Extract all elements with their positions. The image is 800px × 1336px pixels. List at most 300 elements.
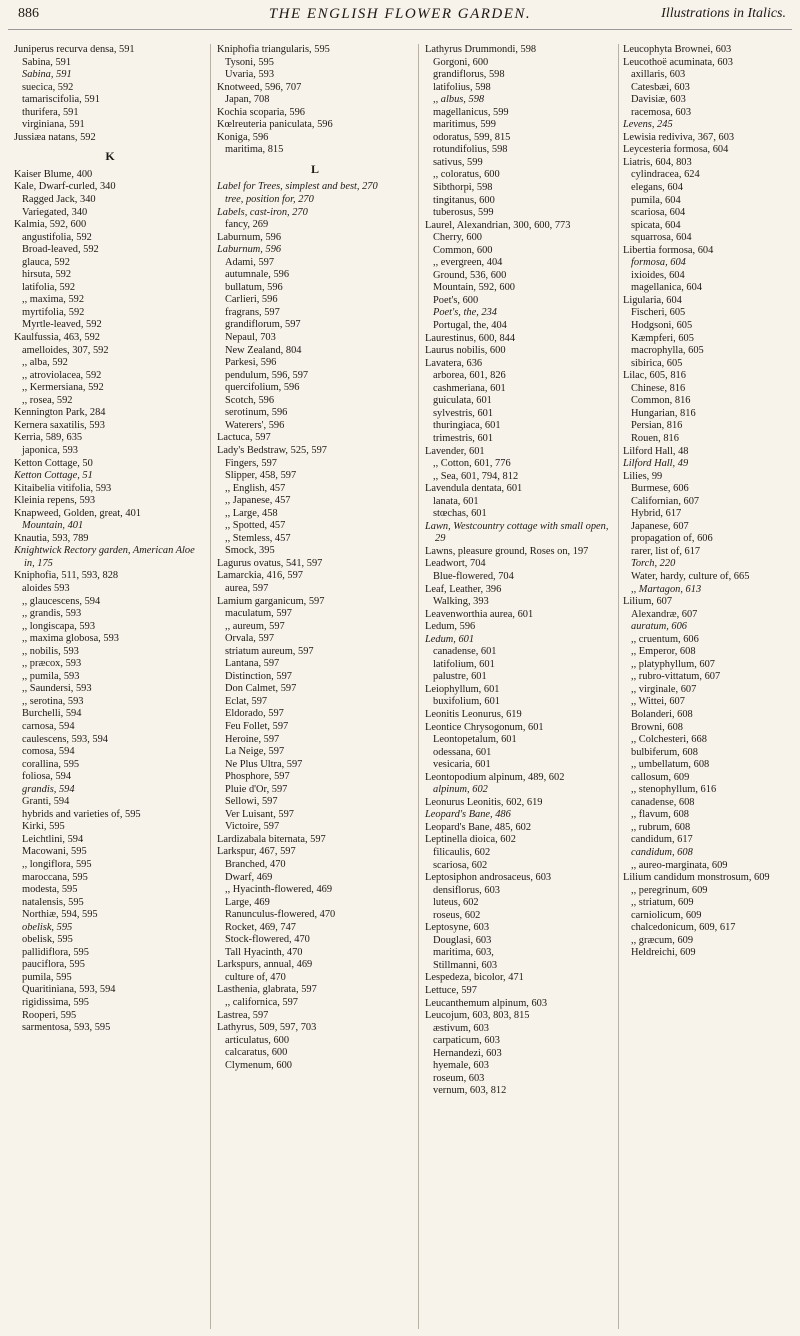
index-entry: ,, præcox, 593 (22, 658, 82, 670)
index-entry: Lavatera, 636 (425, 357, 483, 369)
index-entry: Kennington Park, 284 (14, 407, 106, 419)
index-entry: pendulum, 596, 597 (225, 369, 309, 381)
index-entry: roseus, 602 (433, 909, 481, 921)
index-entry: Large, 469 (225, 896, 270, 908)
index-entry: autumnale, 596 (225, 269, 290, 281)
index-entry: ,, peregrinum, 609 (631, 884, 708, 896)
index-entry: latifolia, 592 (22, 281, 76, 293)
index-entry: Leichtlini, 594 (22, 833, 84, 845)
index-entry: canadense, 608 (631, 796, 695, 808)
index-entry: grandiflorum, 597 (225, 319, 301, 331)
running-subtitle: Illustrations in Italics. (661, 6, 786, 21)
index-entry: ,, Cotton, 601, 776 (433, 458, 511, 470)
index-entry: fancy, 269 (225, 219, 269, 231)
index-entry: Blue-flowered, 704 (433, 570, 514, 582)
index-entry: rarer, list of, 617 (631, 545, 701, 557)
index-entry: bullatum, 596 (225, 281, 283, 293)
index-entry: ,, stenophyllum, 616 (631, 784, 717, 796)
index-entry: ,, Stemless, 457 (225, 532, 291, 544)
index-entry: Leavenworthia aurea, 601 (425, 608, 534, 620)
index-entry: magellanica, 604 (631, 282, 702, 294)
index-entry: filicaulis, 602 (433, 847, 491, 858)
index-entry: densiflorus, 603 (433, 884, 500, 896)
index-entry: thuringiaca, 601 (433, 420, 501, 432)
index-entry: macrophylla, 605 (631, 345, 704, 357)
index-entry: Hungarian, 816 (631, 407, 696, 419)
index-entry: ,, longiscapa, 593 (22, 620, 96, 632)
index-entry: carnosa, 594 (22, 720, 75, 732)
index-entry: latifolium, 601 (433, 658, 495, 670)
index-entry: palustre, 601 (433, 671, 487, 683)
index-entry: Burmese, 606 (631, 483, 689, 495)
index-entry: elegans, 604 (631, 182, 683, 194)
index-entry: Lactuca, 597 (217, 432, 271, 444)
index-entry: ,, evergreen, 404 (433, 257, 503, 269)
index-entry: trimestris, 601 (433, 432, 494, 444)
index-entry: ,, pumila, 593 (22, 670, 80, 682)
index-entry: culture of, 470 (225, 971, 286, 983)
index-entry: tree, position for, 270 (225, 194, 314, 206)
index-entry: Hernandezi, 603 (433, 1047, 502, 1059)
index-letter-heading: L (310, 161, 319, 176)
index-entry: Leontopodium alpinum, 489, 602 (425, 771, 565, 783)
index-entry: ,, maxima, 592 (22, 294, 85, 306)
index-entry: Kleinia repens, 593 (14, 495, 96, 507)
index-entry: Ketton Cottage, 50 (14, 457, 93, 469)
index-entry: tuberosus, 599 (433, 207, 494, 219)
index-entry: ,, Kermersiana, 592 (22, 382, 104, 394)
index-entry: Lawn, Westcountry cottage with small open, 29 (425, 520, 609, 545)
index-entry: Lasthenia, glabrata, 597 (217, 984, 317, 996)
index-entry: Sibthorpi, 598 (433, 182, 493, 194)
index-entry: maculatum, 597 (225, 608, 292, 620)
index-entry: sarmentosa, 593, 595 (22, 1022, 111, 1034)
index-entry: Knautia, 593, 789 (14, 532, 89, 544)
index-column-1 (14, 44, 206, 1035)
index-entry: Liatris, 604, 803 (623, 156, 692, 168)
index-entry: Lilium candidum monstrosum, 609 (623, 872, 770, 884)
index-entry: ,, californica, 597 (225, 997, 298, 1009)
index-entry: Torch, 220 (631, 558, 676, 570)
index-entry: Jussiæa natans, 592 (14, 131, 96, 143)
index-entry: Kaulfussia, 463, 592 (14, 332, 101, 344)
index-entry: Knotweed, 596, 707 (217, 81, 302, 93)
index-entry: Common, 816 (631, 395, 691, 407)
index-entry: Ledum, 601 (425, 633, 475, 645)
index-entry: Leonurus Leonitis, 602, 619 (425, 796, 543, 808)
index-entry: Lathyrus Drummondi, 598 (425, 44, 537, 55)
index-entry: formosa, 604 (631, 257, 686, 269)
index-entry: luteus, 602 (433, 897, 479, 909)
index-entry: ,, Saundersi, 593 (22, 683, 92, 695)
index-entry: grandis, 594 (22, 783, 75, 795)
index-entry: Japan, 708 (225, 94, 270, 106)
index-entry: ,, Colchesteri, 668 (631, 734, 707, 746)
index-entry: obelisk, 595 (22, 934, 73, 946)
index-entry: Bolanderi, 608 (631, 708, 693, 720)
index-entry: caulescens, 593, 594 (22, 733, 108, 745)
index-entry: Lavendula dentata, 601 (425, 483, 523, 495)
index-entry: virginiana, 591 (22, 119, 85, 131)
index-entry: Leiophyllum, 601 (425, 683, 500, 695)
index-entry: æstivum, 603 (433, 1022, 490, 1034)
index-entry: Tall Hyacinth, 470 (225, 946, 303, 958)
index-entry: Nepaul, 703 (225, 332, 276, 344)
index-letter-heading: K (105, 149, 115, 164)
index-entry: sylvestris, 601 (433, 407, 494, 419)
index-entry: Laurestinus, 600, 844 (425, 332, 516, 344)
index-entry: propagation of, 606 (631, 533, 713, 545)
index-entry: Douglasi, 603 (433, 934, 492, 946)
index-entry: La Neige, 597 (225, 746, 285, 758)
index-entry: Lewisia rediviva, 367, 603 (623, 131, 735, 143)
index-entry: Hybrid, 617 (631, 508, 682, 520)
index-entry: ,, Large, 458 (225, 507, 278, 519)
index-entry: Leonitis Leonurus, 619 (425, 708, 522, 720)
index-entry: corallina, 595 (22, 758, 80, 770)
column-divider (618, 44, 619, 1329)
index-entry: Clymenum, 600 (225, 1059, 292, 1071)
index-entry: Eldorado, 597 (225, 708, 284, 720)
index-entry: ,, striatum, 609 (631, 897, 694, 909)
index-entry: Lilac, 605, 816 (623, 370, 686, 382)
index-entry: Lardizabala biternata, 597 (217, 833, 326, 845)
header-rule (8, 29, 792, 30)
index-entry: Browni, 608 (631, 721, 683, 733)
index-entry: cashmeriana, 601 (433, 382, 506, 394)
index-entry: Slipper, 458, 597 (225, 470, 297, 482)
index-entry: Victoire, 597 (225, 821, 280, 833)
index-entry: Knapweed, Golden, great, 401 (14, 507, 141, 519)
index-entry: ,, nobilis, 593 (22, 645, 79, 657)
index-entry: Larkspurs, annual, 469 (217, 959, 313, 971)
index-entry: amelloides, 307, 592 (22, 344, 109, 356)
index-entry: Larkspur, 467, 597 (217, 846, 296, 858)
index-entry: Smock, 395 (225, 545, 275, 557)
index-entry: carpaticum, 603 (433, 1035, 500, 1047)
index-entry: Eclat, 597 (225, 695, 268, 707)
index-entry: Leucothoë acuminata, 603 (623, 56, 733, 68)
index-entry: Japanese, 607 (631, 520, 689, 532)
index-entry: japonica, 593 (22, 444, 78, 456)
index-entry: hyemale, 603 (433, 1060, 489, 1072)
index-entry: myrtifolia, 592 (22, 306, 85, 318)
index-entry: aloides 593 (22, 582, 70, 594)
index-entry: pallidiflora, 595 (22, 946, 89, 958)
index-entry: suecica, 592 (22, 81, 74, 93)
index-entry: Mountain, 592, 600 (433, 282, 515, 294)
index-entry: squarrosa, 604 (631, 232, 692, 244)
index-entry: Kaiser Blume, 400 (14, 168, 93, 180)
index-entry: Ver Luisant, 597 (225, 808, 294, 820)
index-entry: Phosphore, 597 (225, 771, 290, 783)
index-entry: vernum, 603, 812 (433, 1085, 507, 1097)
index-entry: Stillmanni, 603 (433, 959, 498, 971)
index-entry: odessana, 601 (433, 746, 492, 758)
index-entry: tingitanus, 600 (433, 194, 495, 206)
index-entry: Davisiæ, 603 (631, 94, 686, 106)
index-entry: chalcedonicum, 609, 617 (631, 922, 736, 934)
index-entry: Lantana, 597 (225, 658, 280, 670)
index-entry: Persian, 816 (631, 420, 683, 432)
index-entry: Hodgsoni, 605 (631, 320, 693, 332)
index-entry: callosum, 609 (631, 771, 690, 783)
index-entry: ,, maxima globosa, 593 (22, 633, 119, 645)
index-entry: Lastrea, 597 (217, 1009, 269, 1021)
index-entry: Gorgoni, 600 (433, 56, 489, 68)
index-entry: Variegated, 340 (22, 206, 88, 218)
index-entry: Pluie d'Or, 597 (225, 783, 288, 795)
index-entry: latifolius, 598 (433, 81, 491, 93)
index-entry: Libertia formosa, 604 (623, 244, 714, 256)
index-entry: Kochia scoparia, 596 (217, 106, 306, 118)
index-entry: Leucanthemum alpinum, 603 (425, 997, 548, 1009)
index-entry: Leucojum, 603, 803, 815 (425, 1010, 530, 1022)
index-entry: Kirki, 595 (22, 821, 65, 833)
index-entry: Juniperus recurva densa, 591 (14, 44, 135, 55)
index-entry: buxifolium, 601 (433, 696, 500, 708)
index-entry: Kniphofia, 511, 593, 828 (14, 570, 119, 582)
index-entry: roseum, 603 (433, 1072, 485, 1084)
index-entry: ,, serotina, 593 (22, 695, 84, 707)
index-entry: Ledum, 596 (425, 621, 476, 633)
running-title: THE ENGLISH FLOWER GARDEN. (268, 6, 532, 22)
index-entry: Branched, 470 (225, 859, 286, 870)
index-entry: Ragged Jack, 340 (22, 194, 96, 206)
index-entry: odoratus, 599, 815 (433, 131, 511, 143)
index-entry: Lathyrus, 509, 597, 703 (217, 1022, 317, 1034)
index-entry: candidum, 617 (631, 834, 693, 846)
index-entry: Kerria, 589, 635 (14, 432, 83, 444)
index-entry: Don Calmet, 597 (225, 683, 297, 695)
index-entry: Parkesi, 596 (225, 357, 277, 369)
index-entry: Knightwick Rectory garden, American Aloe in, 175 (14, 545, 195, 569)
index-entry: Alexandræ, 607 (631, 608, 698, 620)
index-entry: Lagurus ovatus, 541, 597 (217, 557, 323, 569)
index-entry: pumila, 595 (22, 971, 72, 983)
index-entry: Sabina, 591 (22, 56, 72, 68)
index-entry: Levens, 245 (623, 119, 673, 131)
index-entry: striatum aureum, 597 (225, 645, 314, 657)
index-entry: Kæmpferi, 605 (631, 332, 694, 344)
index-entry: ixioides, 604 (631, 269, 685, 281)
index-entry: articulatus, 600 (225, 1034, 290, 1046)
index-entry: quercifolium, 596 (225, 382, 300, 394)
index-entry: Broad-leaved, 592 (22, 244, 99, 256)
index-entry: angustifolia, 592 (22, 231, 92, 243)
index-entry: ,, rosea, 592 (22, 394, 73, 406)
index-entry: Leucophyta Brownei, 603 (623, 44, 732, 55)
index-entry: Quaritiniana, 593, 594 (22, 984, 116, 996)
index-entry: maroccana, 595 (22, 871, 88, 883)
index-entry: Kalmia, 592, 600 (14, 219, 87, 231)
column-divider (210, 44, 211, 1329)
index-entry: Lawns, pleasure ground, Roses on, 197 (425, 545, 589, 557)
index-entry: lanata, 601 (433, 495, 479, 507)
index-entry: ,, flavum, 608 (631, 809, 690, 821)
index-entry: stœchas, 601 (433, 508, 487, 520)
index-entry: alpinum, 602 (433, 784, 488, 796)
index-entry: ,, coloratus, 600 (433, 169, 500, 181)
index-entry: Granti, 594 (22, 796, 70, 808)
index-entry: Mountain, 401 (22, 520, 84, 532)
index-entry: Stock-flowered, 470 (225, 934, 310, 946)
index-entry: Ground, 536, 600 (433, 269, 507, 281)
index-entry: Californian, 607 (631, 495, 700, 507)
index-entry: ,, rubro-vittatum, 607 (631, 671, 721, 683)
page-header (0, 0, 800, 30)
index-column-3 (425, 44, 615, 1098)
index-entry: Myrtle-leaved, 592 (22, 319, 102, 331)
index-entry: Ne Plus Ultra, 597 (225, 758, 303, 770)
index-entry: Walking, 393 (433, 596, 489, 608)
index-entry: hybrids and varieties of, 595 (22, 808, 141, 820)
index-entry: Burchelli, 594 (22, 708, 82, 720)
index-entry: ,, alba, 592 (22, 357, 68, 369)
index-entry: Leopard's Bane, 485, 602 (425, 821, 532, 833)
index-entry: Tysoni, 595 (225, 56, 274, 68)
index-entry: pauciflora, 595 (22, 959, 85, 971)
index-entry: rigidissima, 595 (22, 997, 89, 1009)
index-entry: Uvaria, 593 (225, 69, 275, 81)
index-entry: ,, Spotted, 457 (225, 520, 286, 532)
index-entry: Leontice Chrysogonum, 601 (425, 721, 544, 733)
index-entry: ,, glaucescens, 594 (22, 595, 101, 607)
index-entry: Orvala, 597 (225, 633, 275, 645)
index-entry: maritima, 603, (433, 947, 494, 959)
column-divider (418, 44, 419, 1329)
index-entry: Label for Trees, simplest and best, 270 (217, 181, 378, 193)
index-entry: Leontopetalum, 601 (433, 734, 517, 746)
index-entry: Leptosiphon androsaceus, 603 (425, 872, 552, 884)
index-entry: hirsuta, 592 (22, 269, 72, 281)
index-entry: vesicaria, 601 (433, 759, 491, 771)
index-entry: natalensis, 595 (22, 896, 84, 908)
index-entry: Heldreichi, 609 (631, 947, 696, 959)
index-entry: Scotch, 596 (225, 394, 275, 406)
index-entry: scariosa, 604 (631, 207, 686, 219)
index-entry: Chinese, 816 (631, 382, 686, 394)
index-entry: ,, English, 457 (225, 482, 286, 494)
index-entry: sativus, 599 (433, 156, 483, 168)
index-entry: ,, aureum, 597 (225, 620, 285, 632)
index-entry: Fischeri, 605 (631, 307, 686, 319)
index-entry: New Zealand, 804 (225, 344, 302, 356)
index-entry: ,, umbellatum, 608 (631, 759, 710, 771)
index-entry: Portugal, the, 404 (433, 320, 507, 332)
index-entry: Northiæ, 594, 595 (22, 909, 98, 921)
index-entry: candidum, 608 (631, 847, 693, 858)
index-entry: Cherry, 600 (433, 232, 482, 244)
index-entry: foliosa, 594 (22, 771, 72, 783)
index-entry: bulbiferum, 608 (631, 746, 698, 758)
index-entry: scariosa, 602 (433, 859, 488, 871)
index-entry: grandiflorus, 598 (433, 69, 505, 81)
index-entry: modesta, 595 (22, 884, 78, 896)
index-entry: tamariscifolia, 591 (22, 94, 100, 106)
index-entry: Lilies, 99 (623, 470, 663, 482)
index-entry: pumila, 604 (631, 194, 681, 206)
index-entry: Leaf, Leather, 396 (425, 583, 502, 595)
index-entry: Common, 600 (433, 244, 493, 256)
index-entry: canadense, 601 (433, 646, 497, 658)
index-entry: Koniga, 596 (217, 131, 269, 143)
index-entry: serotinum, 596 (225, 407, 288, 419)
index-entry: Kitaibelia vitifolia, 593 (14, 482, 112, 494)
index-entry: Laurus nobilis, 600 (425, 345, 506, 357)
index-entry: ,, grandis, 593 (22, 608, 82, 620)
index-entry: Laburnum, 596 (217, 244, 282, 256)
index-entry: ,, græcum, 609 (631, 934, 694, 946)
index-entry: calcaratus, 600 (225, 1047, 288, 1059)
index-entry: Poet's, the, 234 (433, 307, 497, 319)
index-entry: Kniphofia triangularis, 595 (217, 44, 330, 55)
index-entry: Lilford Hall, 49 (623, 458, 689, 470)
index-entry: Dwarf, 469 (225, 871, 273, 883)
index-entry: Macowani, 595 (22, 846, 87, 858)
index-entry: maritimus, 599 (433, 119, 496, 131)
index-entry: Waterers', 596 (225, 419, 285, 431)
index-entry: ,, Sea, 601, 794, 812 (433, 470, 519, 482)
index-entry: ,, atroviolacea, 592 (22, 369, 102, 381)
index-entry: ,, Hyacinth-flowered, 469 (225, 884, 333, 896)
index-entry: Adami, 597 (225, 256, 275, 268)
index-entry: Lilford Hall, 48 (623, 445, 689, 457)
index-entry: ,, longiflora, 595 (22, 859, 92, 870)
index-entry: Laurel, Alexandrian, 300, 600, 773 (425, 219, 571, 231)
index-entry: Ketton Cottage, 51 (14, 470, 93, 482)
index-entry: ,, virginale, 607 (631, 683, 697, 695)
index-entry: Rooperi, 595 (22, 1009, 77, 1021)
index-entry: ,, Japanese, 457 (225, 495, 291, 507)
index-entry: ,, platyphyllum, 607 (631, 658, 715, 670)
index-entry: arborea, 601, 826 (433, 370, 506, 382)
index-entry: carniolicum, 609 (631, 909, 702, 921)
index-entry: ,, albus, 598 (433, 94, 485, 106)
index-entry: Feu Follet, 597 (225, 720, 289, 732)
index-entry: Water, hardy, culture of, 665 (631, 570, 750, 582)
index-entry: guiculata, 601 (433, 395, 492, 407)
index-entry: maritima, 815 (225, 144, 284, 156)
index-entry: ,, Emperor, 608 (631, 646, 696, 658)
index-entry: Rocket, 469, 747 (225, 921, 296, 933)
index-entry: ,, rubrum, 608 (631, 821, 691, 833)
index-entry: Poet's, 600 (433, 294, 479, 306)
index-entry: Ranunculus-flowered, 470 (225, 909, 336, 921)
index-entry: Kœlreuteria paniculata, 596 (217, 119, 333, 131)
index-entry: magellanicus, 599 (433, 106, 509, 118)
index-entry: Lilium, 607 (623, 596, 673, 608)
index-entry: Fingers, 597 (225, 457, 277, 469)
index-entry: Lady's Bedstraw, 525, 597 (217, 444, 327, 456)
index-entry: Labels, cast-iron, 270 (217, 206, 308, 218)
index-entry: Lavender, 601 (425, 445, 485, 457)
index-entry: thurifera, 591 (22, 106, 79, 118)
index-entry: Kale, Dwarf-curled, 340 (14, 181, 116, 193)
index-entry: Distinction, 597 (225, 670, 292, 682)
index-entry: ,, Martagon, 613 (631, 583, 702, 595)
index-entry: fragrans, 597 (225, 306, 280, 318)
index-entry: ,, cruentum, 606 (631, 633, 699, 645)
index-entry: Catesbæi, 603 (631, 81, 690, 93)
index-entry: Leycesteria formosa, 604 (623, 144, 729, 156)
index-entry: Laburnum, 596 (217, 231, 282, 243)
index-entry: Lamium garganicum, 597 (217, 595, 325, 607)
index-entry: Kernera saxatilis, 593 (14, 419, 105, 431)
index-entry: ,, Wittei, 607 (631, 696, 685, 708)
index-entry: Carlieri, 596 (225, 294, 278, 306)
index-entry: Leptinella dioica, 602 (425, 834, 516, 846)
